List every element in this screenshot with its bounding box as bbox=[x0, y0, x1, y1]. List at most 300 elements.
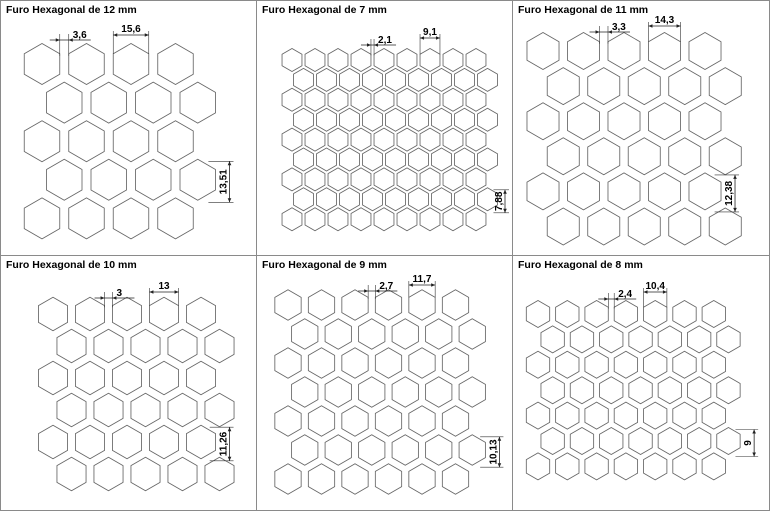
hex-hole bbox=[374, 128, 394, 151]
hex-hole bbox=[588, 68, 620, 105]
hex-hole bbox=[375, 464, 401, 494]
dimension-arrow bbox=[596, 30, 600, 34]
hex-hole bbox=[466, 208, 486, 231]
height-dimension-label: 13,51 bbox=[218, 169, 230, 195]
hex-hole bbox=[24, 121, 60, 162]
hex-hole bbox=[556, 301, 579, 328]
hex-hole bbox=[526, 351, 549, 378]
hex-hole bbox=[359, 435, 385, 465]
hex-hole bbox=[57, 393, 86, 427]
hex-hole bbox=[717, 428, 740, 455]
hex-hole bbox=[658, 428, 681, 455]
hex-hole bbox=[294, 68, 314, 91]
height-dimension-label: 7,88 bbox=[494, 191, 505, 212]
gap-dimension-label: 3 bbox=[116, 288, 123, 299]
hex-hole bbox=[455, 108, 475, 131]
panel-title: Furo Hexagonal de 8 mm bbox=[518, 259, 643, 271]
hex-hole bbox=[570, 377, 593, 404]
hex-hole bbox=[275, 464, 301, 494]
hex-hole bbox=[443, 208, 463, 231]
hex-hole bbox=[375, 348, 401, 378]
height-dimension-label: 12,38 bbox=[724, 180, 736, 206]
panel-title: Furo Hexagonal de 9 mm bbox=[262, 259, 387, 271]
hex-hole bbox=[158, 44, 194, 85]
hex-hole bbox=[131, 329, 160, 363]
hex-hole bbox=[409, 406, 435, 436]
hex-hole bbox=[541, 428, 564, 455]
hex-hole bbox=[585, 351, 608, 378]
hex-hole bbox=[567, 103, 599, 140]
panel-11mm bbox=[518, 4, 741, 245]
hex-hole bbox=[351, 88, 371, 111]
hex-hole bbox=[547, 68, 579, 105]
hex-hole bbox=[282, 208, 302, 231]
hex-hole bbox=[420, 88, 440, 111]
hex-hole bbox=[282, 128, 302, 151]
hex-hole bbox=[420, 168, 440, 191]
hex-hole bbox=[547, 208, 579, 245]
hex-hole bbox=[409, 188, 429, 211]
hex-hole bbox=[648, 173, 680, 210]
hex-hole bbox=[386, 68, 406, 91]
hex-hole bbox=[205, 457, 234, 491]
pitch-dimension-label: 10,4 bbox=[645, 281, 665, 292]
hex-hole bbox=[69, 121, 105, 162]
hex-hole bbox=[409, 68, 429, 91]
hex-hole bbox=[113, 198, 149, 239]
hex-hole bbox=[392, 319, 418, 349]
hex-hole bbox=[158, 121, 194, 162]
hex-hole bbox=[305, 88, 325, 111]
hex-hole bbox=[186, 425, 215, 459]
hex-hole bbox=[600, 377, 623, 404]
height-dimension-label: 9 bbox=[743, 440, 755, 446]
hex-hole bbox=[363, 188, 383, 211]
hex-hole bbox=[342, 464, 368, 494]
dimension-arrow bbox=[228, 457, 232, 461]
hex-hole bbox=[305, 128, 325, 151]
hex-hole bbox=[658, 377, 681, 404]
hex-hole bbox=[466, 49, 486, 72]
hex-hole bbox=[305, 49, 325, 72]
hex-hole bbox=[570, 428, 593, 455]
dimension-arrow bbox=[431, 283, 435, 287]
hex-hole bbox=[687, 326, 710, 353]
hex-hole bbox=[432, 108, 452, 131]
hex-hole bbox=[328, 88, 348, 111]
hex-hole bbox=[292, 319, 318, 349]
dimension-arrow bbox=[149, 290, 153, 294]
hex-hole bbox=[442, 464, 468, 494]
hex-hole bbox=[608, 173, 640, 210]
hex-hole bbox=[363, 108, 383, 131]
dimension-arrow bbox=[604, 297, 608, 301]
hex-hole bbox=[375, 290, 401, 320]
hex-hole bbox=[308, 290, 334, 320]
hex-hole bbox=[702, 301, 725, 328]
hex-hole bbox=[328, 49, 348, 72]
hex-hole bbox=[47, 82, 83, 123]
hex-hole bbox=[526, 301, 549, 328]
hex-hole bbox=[673, 351, 696, 378]
dimension-arrow bbox=[56, 38, 60, 42]
hex-hole bbox=[186, 361, 215, 395]
hex-hole bbox=[628, 208, 660, 245]
hex-hole bbox=[455, 148, 475, 171]
hex-hole bbox=[628, 138, 660, 175]
dimension-arrow bbox=[367, 43, 371, 47]
hex-hole bbox=[585, 301, 608, 328]
hex-hole bbox=[614, 351, 637, 378]
hex-hole bbox=[478, 108, 498, 131]
dimension-arrow bbox=[677, 24, 681, 28]
hex-hole bbox=[69, 44, 105, 85]
hex-hole bbox=[442, 290, 468, 320]
hex-hole bbox=[282, 49, 302, 72]
hex-hole bbox=[149, 297, 178, 331]
hex-hole bbox=[292, 435, 318, 465]
hex-hole bbox=[420, 128, 440, 151]
hex-hole bbox=[527, 173, 559, 210]
gap-dimension-label: 3,6 bbox=[72, 30, 87, 41]
hex-hole bbox=[375, 406, 401, 436]
dimension-arrow bbox=[752, 430, 756, 434]
hex-hole bbox=[75, 425, 104, 459]
hex-hole bbox=[459, 435, 485, 465]
hex-hole bbox=[374, 208, 394, 231]
hex-hole bbox=[570, 326, 593, 353]
hex-hole bbox=[588, 138, 620, 175]
dimension-arrow bbox=[101, 296, 105, 300]
hex-hole bbox=[91, 159, 127, 200]
hex-hole bbox=[351, 208, 371, 231]
hex-hole bbox=[442, 348, 468, 378]
hex-hole bbox=[386, 148, 406, 171]
hex-hole bbox=[541, 326, 564, 353]
hex-hole bbox=[629, 326, 652, 353]
hex-hole bbox=[351, 128, 371, 151]
hex-hole bbox=[328, 208, 348, 231]
hex-hole bbox=[432, 188, 452, 211]
hex-hole bbox=[541, 377, 564, 404]
hex-hole bbox=[426, 377, 452, 407]
hex-hole bbox=[397, 208, 417, 231]
hex-hole bbox=[397, 128, 417, 151]
hex-hole bbox=[305, 208, 325, 231]
dimension-arrow bbox=[733, 175, 737, 179]
hex-hole bbox=[94, 457, 123, 491]
hex-hole bbox=[644, 351, 667, 378]
hex-hole bbox=[648, 33, 680, 70]
panel-title: Furo Hexagonal de 12 mm bbox=[6, 4, 137, 16]
hex-hole bbox=[455, 68, 475, 91]
hex-hole bbox=[426, 435, 452, 465]
hex-hole bbox=[57, 457, 86, 491]
hex-hole bbox=[432, 148, 452, 171]
hex-hole bbox=[308, 348, 334, 378]
pitch-dimension-label: 14,3 bbox=[654, 15, 675, 26]
hex-hole bbox=[149, 361, 178, 395]
hex-hole bbox=[409, 290, 435, 320]
hex-hole bbox=[112, 425, 141, 459]
hex-hole bbox=[75, 361, 104, 395]
hex-hole bbox=[275, 406, 301, 436]
hex-hole bbox=[351, 49, 371, 72]
hex-hole bbox=[149, 425, 178, 459]
hex-hole bbox=[342, 348, 368, 378]
hex-hole bbox=[325, 377, 351, 407]
hex-hole bbox=[673, 402, 696, 429]
hex-hole bbox=[282, 88, 302, 111]
hex-hole bbox=[443, 168, 463, 191]
hex-hole bbox=[113, 121, 149, 162]
hex-hole bbox=[351, 168, 371, 191]
hex-hole bbox=[709, 208, 741, 245]
hex-hole bbox=[317, 148, 337, 171]
pitch-dimension-label: 9,1 bbox=[423, 27, 437, 38]
hex-hole bbox=[629, 428, 652, 455]
hex-hole bbox=[608, 33, 640, 70]
hex-hole bbox=[168, 393, 197, 427]
panel-7mm bbox=[262, 4, 509, 231]
hex-hole bbox=[308, 406, 334, 436]
hex-hole bbox=[131, 457, 160, 491]
hex-hole bbox=[69, 198, 105, 239]
hex-hole bbox=[420, 49, 440, 72]
hex-hole bbox=[443, 128, 463, 151]
hex-hole bbox=[669, 208, 701, 245]
panel-title: Furo Hexagonal de 11 mm bbox=[518, 4, 649, 16]
hex-hole bbox=[717, 326, 740, 353]
hex-hole bbox=[673, 301, 696, 328]
hex-hole bbox=[397, 49, 417, 72]
hex-hole bbox=[75, 297, 104, 331]
hex-hole bbox=[614, 453, 637, 480]
hex-hole bbox=[136, 82, 172, 123]
hex-hole bbox=[442, 406, 468, 436]
hex-hole bbox=[709, 138, 741, 175]
hex-hole bbox=[526, 402, 549, 429]
hex-hole bbox=[308, 464, 334, 494]
hex-hole bbox=[342, 406, 368, 436]
pitch-dimension-label: 15,6 bbox=[121, 24, 141, 35]
hex-hole bbox=[397, 168, 417, 191]
hex-hole bbox=[702, 351, 725, 378]
hex-hole bbox=[158, 198, 194, 239]
hex-hole bbox=[340, 148, 360, 171]
height-dimension-label: 10,13 bbox=[488, 439, 500, 465]
pitch-dimension-label: 13 bbox=[158, 281, 170, 292]
hex-hole bbox=[459, 319, 485, 349]
hex-hole bbox=[275, 348, 301, 378]
hex-hole bbox=[24, 198, 60, 239]
hex-hole bbox=[386, 108, 406, 131]
hex-hole bbox=[328, 128, 348, 151]
hex-hole bbox=[687, 428, 710, 455]
hex-hole bbox=[567, 33, 599, 70]
hex-hole bbox=[614, 301, 637, 328]
hex-hole bbox=[585, 453, 608, 480]
hex-hole bbox=[363, 68, 383, 91]
hex-hole bbox=[374, 168, 394, 191]
hex-hole bbox=[38, 361, 67, 395]
hex-hole bbox=[392, 377, 418, 407]
dimension-arrow bbox=[228, 198, 232, 202]
hex-hole bbox=[426, 319, 452, 349]
hex-hole bbox=[342, 290, 368, 320]
dimension-arrow bbox=[113, 33, 117, 37]
hex-hole bbox=[57, 329, 86, 363]
hex-hole bbox=[325, 319, 351, 349]
gap-dimension-label: 2,4 bbox=[618, 289, 633, 300]
hex-hole bbox=[432, 68, 452, 91]
hex-hole bbox=[556, 402, 579, 429]
panel-12mm bbox=[6, 4, 234, 239]
hex-hole bbox=[205, 393, 234, 427]
hex-hole bbox=[409, 148, 429, 171]
hex-hole bbox=[359, 377, 385, 407]
hex-hole bbox=[556, 351, 579, 378]
hex-hole bbox=[294, 188, 314, 211]
hex-hole bbox=[702, 402, 725, 429]
hex-hole bbox=[420, 208, 440, 231]
hex-hole bbox=[556, 453, 579, 480]
hex-hole bbox=[112, 297, 141, 331]
hex-hole bbox=[47, 159, 83, 200]
panel-10mm bbox=[6, 259, 234, 491]
panel-title: Furo Hexagonal de 7 mm bbox=[262, 4, 387, 16]
panel-8mm bbox=[518, 259, 758, 480]
hex-hole bbox=[180, 82, 216, 123]
hex-hole bbox=[374, 88, 394, 111]
hex-hole bbox=[547, 138, 579, 175]
hex-hole bbox=[374, 49, 394, 72]
hex-hole bbox=[689, 33, 721, 70]
hex-hole bbox=[455, 188, 475, 211]
hex-hole bbox=[689, 173, 721, 210]
hex-hole bbox=[669, 138, 701, 175]
hex-hole bbox=[136, 159, 172, 200]
hex-hole bbox=[168, 457, 197, 491]
hex-hole bbox=[168, 329, 197, 363]
hex-hole bbox=[112, 361, 141, 395]
hex-hole bbox=[588, 208, 620, 245]
hex-hole bbox=[282, 168, 302, 191]
hex-hole bbox=[669, 68, 701, 105]
hex-hole bbox=[644, 402, 667, 429]
hex-hole bbox=[600, 428, 623, 455]
hex-hole bbox=[687, 377, 710, 404]
gap-dimension-label: 2,7 bbox=[379, 281, 394, 292]
hex-hole bbox=[478, 148, 498, 171]
hex-hole bbox=[24, 44, 60, 85]
hex-hole bbox=[443, 88, 463, 111]
dimension-arrow bbox=[733, 208, 737, 212]
hex-hole bbox=[644, 453, 667, 480]
hex-hole bbox=[409, 348, 435, 378]
dimension-arrow bbox=[228, 161, 232, 165]
hex-hole bbox=[205, 329, 234, 363]
hex-hole bbox=[466, 88, 486, 111]
hex-hole bbox=[94, 393, 123, 427]
dimension-arrow bbox=[175, 290, 179, 294]
hex-hole bbox=[527, 103, 559, 140]
hex-hole bbox=[600, 326, 623, 353]
hex-hole bbox=[628, 68, 660, 105]
hex-hole bbox=[673, 453, 696, 480]
gap-dimension-label: 2,1 bbox=[378, 35, 392, 46]
hex-hole bbox=[275, 290, 301, 320]
hex-hole bbox=[317, 188, 337, 211]
hex-hole bbox=[658, 326, 681, 353]
hex-hole bbox=[466, 128, 486, 151]
height-dimension-label: 11,26 bbox=[218, 431, 230, 457]
hex-hole bbox=[91, 82, 127, 123]
hex-hole bbox=[131, 393, 160, 427]
pitch-dimension-label: 11,7 bbox=[412, 274, 432, 285]
hex-hole bbox=[363, 148, 383, 171]
hex-hole bbox=[305, 168, 325, 191]
hex-hole bbox=[409, 464, 435, 494]
hex-hole bbox=[340, 68, 360, 91]
hex-hole bbox=[294, 108, 314, 131]
hex-hole bbox=[359, 319, 385, 349]
hex-hole bbox=[328, 168, 348, 191]
hex-hole bbox=[325, 435, 351, 465]
hex-hole bbox=[459, 377, 485, 407]
hex-hole bbox=[317, 68, 337, 91]
dimension-arrow bbox=[145, 33, 149, 37]
hex-hole bbox=[614, 402, 637, 429]
hex-hole bbox=[392, 435, 418, 465]
dimension-arrow bbox=[228, 427, 232, 431]
hex-hole bbox=[585, 402, 608, 429]
hex-hole bbox=[180, 159, 216, 200]
hex-hole bbox=[94, 329, 123, 363]
hex-hole bbox=[608, 103, 640, 140]
hex-hole bbox=[709, 68, 741, 105]
hex-hole bbox=[397, 88, 417, 111]
hex-hole bbox=[466, 168, 486, 191]
hex-hole bbox=[186, 297, 215, 331]
panel-title: Furo Hexagonal de 10 mm bbox=[6, 259, 137, 271]
hex-hole bbox=[629, 377, 652, 404]
dimension-arrow bbox=[648, 24, 652, 28]
hex-hole bbox=[689, 103, 721, 140]
hex-hole bbox=[648, 103, 680, 140]
hex-hole bbox=[527, 33, 559, 70]
hex-hole bbox=[717, 377, 740, 404]
gap-dimension-label: 3,3 bbox=[611, 22, 626, 33]
panel-9mm bbox=[262, 259, 503, 494]
hex-hole bbox=[294, 148, 314, 171]
dimension-arrow bbox=[752, 453, 756, 457]
hex-hole bbox=[292, 377, 318, 407]
hex-hole bbox=[317, 108, 337, 131]
hex-hole bbox=[478, 68, 498, 91]
hex-hole bbox=[526, 453, 549, 480]
hex-hole bbox=[386, 188, 406, 211]
hex-hole bbox=[567, 173, 599, 210]
hex-hole bbox=[702, 453, 725, 480]
hex-hole bbox=[113, 44, 149, 85]
hex-hole bbox=[340, 188, 360, 211]
hex-hole bbox=[443, 49, 463, 72]
hex-hole bbox=[38, 297, 67, 331]
hex-hole bbox=[340, 108, 360, 131]
hex-hole bbox=[644, 301, 667, 328]
hex-hole bbox=[38, 425, 67, 459]
